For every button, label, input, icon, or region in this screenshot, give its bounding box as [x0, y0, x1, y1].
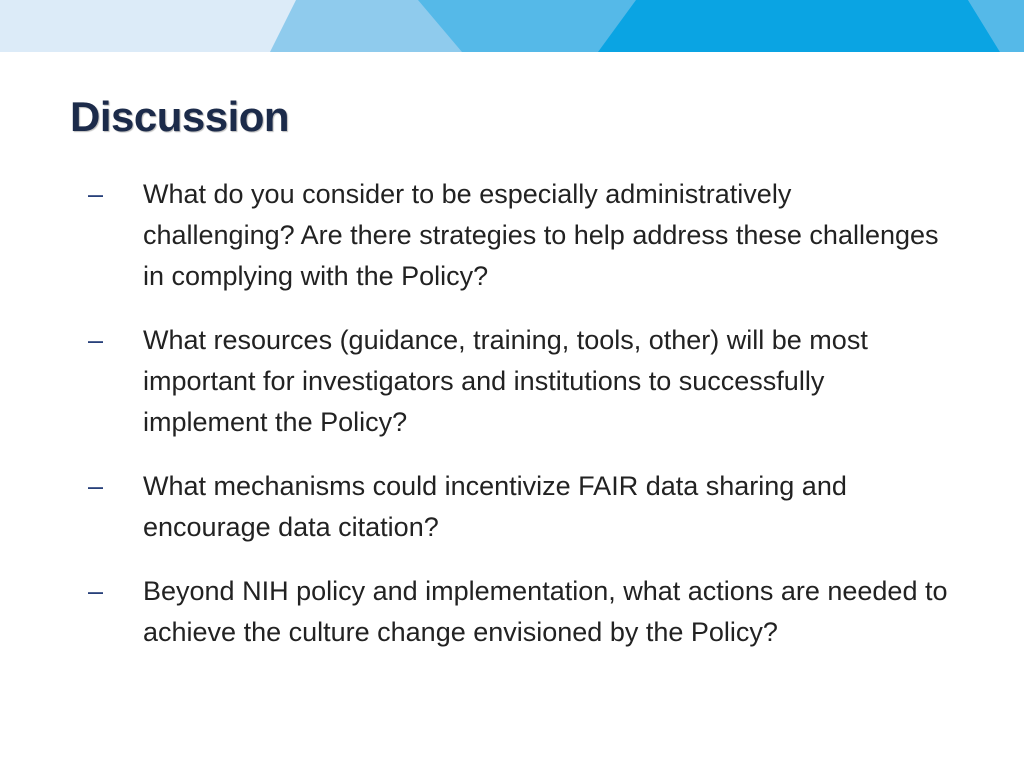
- list-item: [88, 571, 968, 653]
- discussion-questions-list: [88, 174, 968, 676]
- bullet-text: What do you consider to be especially administratively challenging? Are there strategies to help address these challenges in complying with the Policy?: [143, 179, 939, 291]
- list-item: [88, 174, 968, 297]
- list-item: [88, 320, 968, 443]
- banner-dark-stripe: [598, 0, 1000, 52]
- dash-bullet-icon: –: [88, 325, 104, 355]
- bullet-text: Beyond NIH policy and implementation, what actions are needed to achieve the culture change envisioned by the Policy?: [143, 576, 948, 647]
- list-item: [88, 466, 968, 548]
- bullet-text: What resources (guidance, training, tools, other) will be most important for investigators and institutions to successfully implement the Policy?: [143, 325, 868, 437]
- dash-bullet-icon: –: [88, 179, 104, 209]
- bullet-text: What mechanisms could incentivize FAIR data sharing and encourage data citation?: [143, 471, 847, 542]
- slide-title: Discussion: [70, 93, 290, 140]
- dash-bullet-icon: –: [88, 576, 104, 606]
- header-banner: [0, 0, 1024, 52]
- dash-bullet-icon: –: [88, 471, 104, 501]
